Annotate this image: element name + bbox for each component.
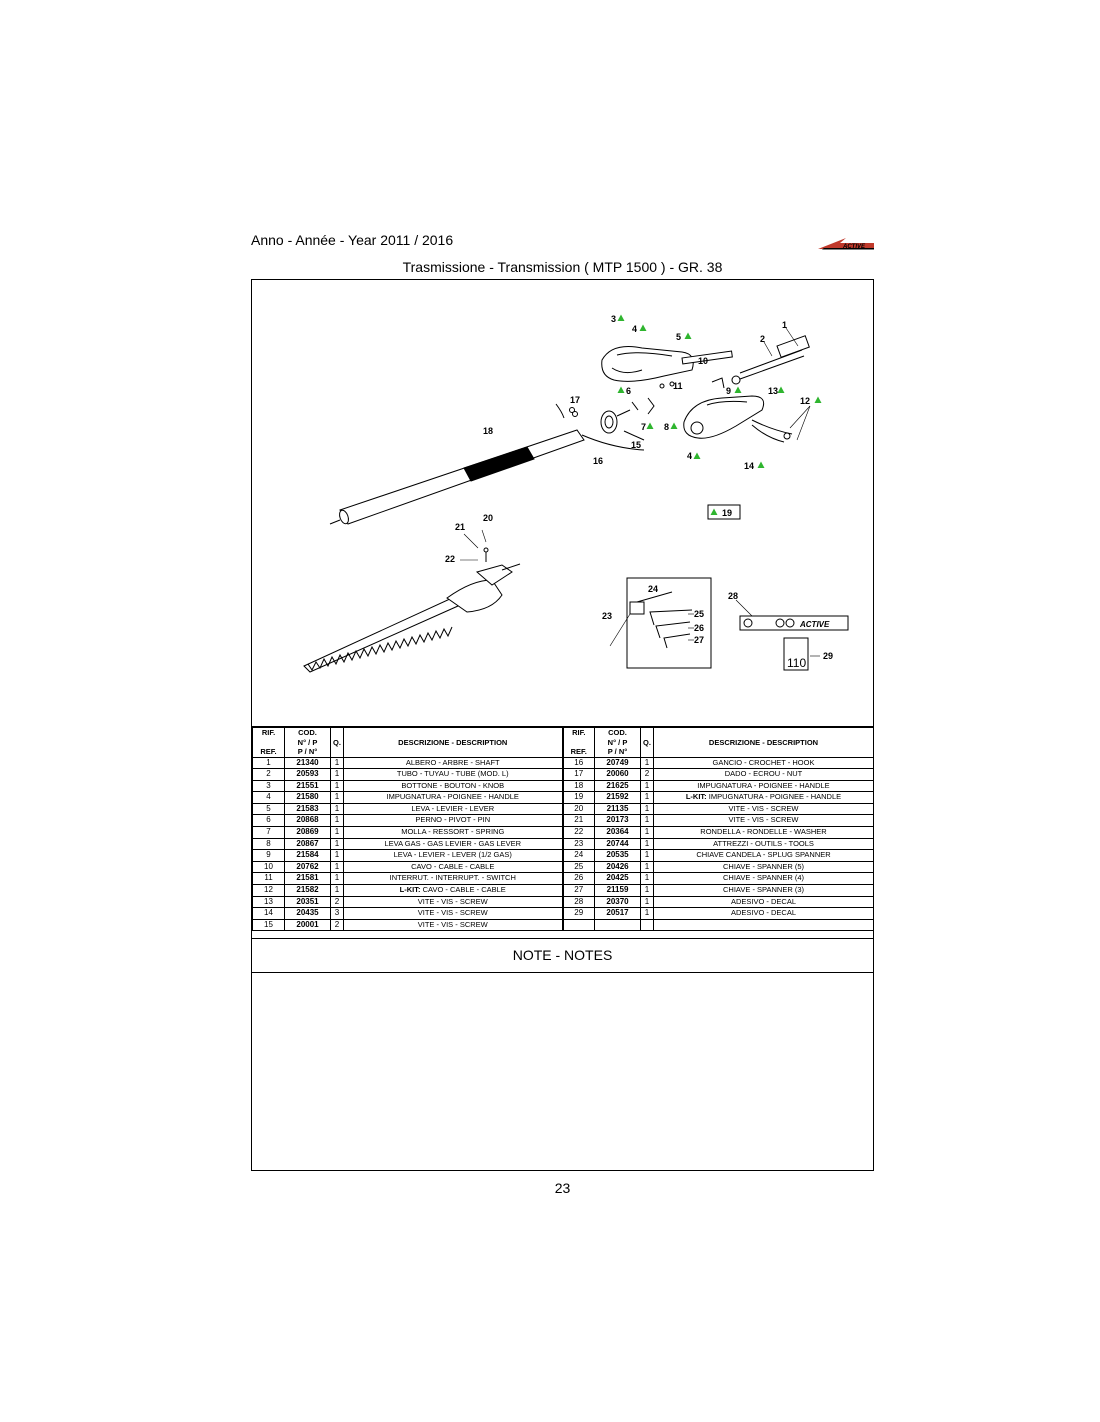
table-row [253, 780, 874, 792]
part-ref: 28 [563, 896, 595, 908]
callout-27: 27 [694, 635, 705, 645]
part-description [654, 838, 874, 850]
part-code: 20370 [595, 896, 641, 908]
part-description [344, 827, 563, 839]
part-qty: 1 [331, 885, 344, 897]
part-code: 20173 [595, 815, 641, 827]
description-text: BOTTONE - BOUTON - KNOB [401, 780, 505, 790]
part-description [654, 792, 874, 804]
part-ref [563, 919, 595, 931]
part-code: 20868 [285, 815, 331, 827]
part-code: 21135 [595, 803, 641, 815]
callout-10: 10 [698, 356, 709, 366]
decal-110-text: 110 [787, 656, 807, 670]
marker-triangle-icon [694, 453, 701, 460]
table-row [253, 908, 874, 920]
part-ref: 29 [563, 908, 595, 920]
description-text: IMPUGNATURA - POIGNEE - HANDLE [706, 792, 842, 802]
decals [740, 616, 848, 670]
callout-2: 2 [760, 334, 766, 344]
part-description [344, 873, 563, 885]
part-qty: 2 [641, 769, 654, 781]
part-qty: 1 [331, 792, 344, 804]
part-ref: 21 [563, 815, 595, 827]
description-text: MOLLA - RESSORT - SPRING [401, 827, 505, 837]
description-text: TUBO - TUYAU - TUBE (MOD. L) [396, 769, 509, 779]
handle-lower [684, 396, 792, 442]
part-ref: 18 [563, 780, 595, 792]
part-ref: 13 [253, 896, 285, 908]
part-qty: 1 [641, 838, 654, 850]
description-text: CAVO - CABLE - CABLE [420, 885, 506, 895]
part-description [344, 850, 563, 862]
part-code: 20869 [285, 827, 331, 839]
callout-4: 4 [632, 324, 638, 334]
marker-triangle-icon [647, 423, 654, 430]
description-text: INTERRUT. - INTERRUPT. - SWITCH [389, 873, 516, 883]
table-row [253, 850, 874, 862]
part-code: 21580 [285, 792, 331, 804]
callout-7: 7 [641, 422, 647, 432]
part-code: 20517 [595, 908, 641, 920]
callout-12: 12 [800, 396, 811, 406]
part-qty: 1 [641, 757, 654, 769]
description-text: LEVA - LEVIER - LEVER (1/2 GAS) [393, 850, 512, 860]
part-ref: 12 [253, 885, 285, 897]
part-ref: 20 [563, 803, 595, 815]
table-row [253, 838, 874, 850]
description-text: VITE - VIS - SCREW [417, 908, 488, 918]
part-code: 20867 [285, 838, 331, 850]
part-ref: 7 [253, 827, 285, 839]
trimmer-head [304, 548, 520, 672]
part-ref: 5 [253, 803, 285, 815]
part-code: 20001 [285, 919, 331, 931]
part-code: 21625 [595, 780, 641, 792]
description-text: PERNO - PIVOT - PIN [415, 815, 491, 825]
part-description [654, 919, 874, 931]
part-qty [641, 919, 654, 931]
part-ref: 22 [563, 827, 595, 839]
part-code: 20593 [285, 769, 331, 781]
callout-17: 17 [570, 395, 581, 405]
marker-triangle-icon [671, 423, 678, 430]
part-description [654, 861, 874, 873]
description-text: GANCIO - CROCHET - HOOK [712, 757, 815, 767]
description-text: LEVA - LEVIER - LEVER [411, 803, 495, 813]
part-code: 20426 [595, 861, 641, 873]
table-row [253, 827, 874, 839]
description-text: ALBERO - ARBRE - SHAFT [405, 757, 500, 767]
description-text: CHIAVE CANDELA - SPLUG SPANNER [696, 850, 831, 860]
part-qty: 1 [331, 838, 344, 850]
exploded-diagram [252, 280, 873, 726]
part-description [344, 896, 563, 908]
marker-triangle-icon [778, 387, 785, 394]
part-description [654, 873, 874, 885]
description-text: IMPUGNATURA - POIGNEE - HANDLE [386, 792, 519, 802]
part-qty: 1 [331, 769, 344, 781]
callout-6: 6 [626, 386, 632, 396]
callout-3: 3 [611, 314, 617, 324]
description-text: CHIAVE - SPANNER (5) [723, 861, 804, 871]
marker-triangle-icon [618, 387, 625, 394]
part-qty: 2 [331, 896, 344, 908]
col-code: COD. N° / P P / N° [595, 727, 641, 757]
description-text: VITE - VIS - SCREW [728, 803, 799, 813]
part-description [654, 885, 874, 897]
part-description [654, 908, 874, 920]
part-qty: 1 [641, 827, 654, 839]
table-row [253, 769, 874, 781]
logo-text: ACTIVE [843, 244, 866, 250]
shaft-tube [330, 430, 584, 525]
part-code: 20762 [285, 861, 331, 873]
part-qty: 1 [331, 827, 344, 839]
parts-table [252, 726, 874, 931]
page-title: Trasmissione - Transmission ( MTP 1500 ) - GR. 38 [402, 259, 723, 275]
description-text: LEVA GAS - GAS LEVIER - GAS LEVER [384, 838, 522, 848]
marker-triangle-icon [685, 333, 692, 340]
part-description [344, 769, 563, 781]
description-text: RONDELLA - RONDELLE - WASHER [700, 827, 827, 837]
part-qty: 1 [641, 803, 654, 815]
marker-triangle-icon [758, 462, 765, 469]
callout-28: 28 [728, 591, 739, 601]
part-qty: 1 [641, 780, 654, 792]
col-ref: RIF. REF. [563, 727, 595, 757]
part-qty: 1 [331, 861, 344, 873]
part-code: 20749 [595, 757, 641, 769]
part-description [654, 827, 874, 839]
page-number: 23 [554, 1180, 571, 1196]
part-ref: 26 [563, 873, 595, 885]
description-text: CHIAVE - SPANNER (3) [723, 885, 804, 895]
part-qty: 3 [331, 908, 344, 920]
part-ref: 6 [253, 815, 285, 827]
callout-29: 29 [823, 651, 834, 661]
part-ref: 19 [563, 792, 595, 804]
table-row [253, 885, 874, 897]
table-header-row [253, 727, 874, 757]
part-qty: 1 [331, 873, 344, 885]
part-code: 20364 [595, 827, 641, 839]
callout-20: 20 [483, 513, 494, 523]
description-text: ADESIVO - DECAL [730, 896, 797, 906]
kit-prefix: L-KIT: [685, 792, 707, 802]
table-row [253, 757, 874, 769]
description-text: ATTREZZI - OUTILS - TOOLS [713, 838, 814, 848]
description-text: VITE - VIS - SCREW [728, 815, 799, 825]
callout-8: 8 [664, 422, 670, 432]
part-qty: 1 [641, 815, 654, 827]
part-qty: 1 [641, 861, 654, 873]
col-code: COD. N° / P P / N° [285, 727, 331, 757]
part-ref: 10 [253, 861, 285, 873]
part-description [654, 769, 874, 781]
part-description [654, 803, 874, 815]
part-ref: 4 [253, 792, 285, 804]
part-code: 21583 [285, 803, 331, 815]
part-ref: 24 [563, 850, 595, 862]
part-description [344, 757, 563, 769]
part-code: 21551 [285, 780, 331, 792]
col-qty: Q. [331, 727, 344, 757]
part-qty: 1 [641, 885, 654, 897]
part-ref: 1 [253, 757, 285, 769]
callout-1: 1 [782, 320, 788, 330]
part-qty: 1 [331, 850, 344, 862]
col-ref: RIF. REF. [253, 727, 285, 757]
part-qty: 1 [331, 803, 344, 815]
part-description [344, 919, 563, 931]
description-text: CHIAVE - SPANNER (4) [723, 873, 804, 883]
decal-logo-text: ACTIVE [800, 620, 830, 629]
part-ref: 15 [253, 919, 285, 931]
table-row [253, 803, 874, 815]
part-code: 21584 [285, 850, 331, 862]
part-description [654, 757, 874, 769]
description-text: DADO - ECROU - NUT [724, 769, 803, 779]
marker-triangle-icon [815, 397, 822, 404]
description-text: VITE - VIS - SCREW [417, 896, 488, 906]
table-row [253, 861, 874, 873]
part-code: 20744 [595, 838, 641, 850]
part-description [344, 861, 563, 873]
part-ref: 3 [253, 780, 285, 792]
part-description [654, 850, 874, 862]
part-ref: 9 [253, 850, 285, 862]
description-text: ADESIVO - DECAL [730, 908, 797, 918]
callout-26: 26 [694, 623, 705, 633]
part-description [344, 815, 563, 827]
part-qty: 1 [641, 850, 654, 862]
part-description [654, 815, 874, 827]
kit-prefix: L-KIT: [399, 885, 421, 895]
part-description [344, 885, 563, 897]
callout-22: 22 [445, 554, 456, 564]
table-row [253, 815, 874, 827]
callout-24: 24 [648, 584, 659, 594]
description-text: CAVO - CABLE - CABLE [411, 861, 495, 871]
marker-triangle-icon [735, 387, 742, 394]
part-description [344, 803, 563, 815]
part-qty: 1 [331, 815, 344, 827]
callout-5: 5 [676, 332, 682, 342]
callout-21: 21 [455, 522, 466, 532]
table-row [253, 792, 874, 804]
callout-19: 19 [722, 508, 733, 518]
parts-sheet [251, 279, 874, 1171]
table-row [253, 919, 874, 931]
part-code: 21340 [285, 757, 331, 769]
col-description: DESCRIZIONE - DESCRIPTION [344, 727, 563, 757]
part-qty: 1 [331, 780, 344, 792]
part-code: 21581 [285, 873, 331, 885]
marker-triangle-icon [640, 325, 647, 332]
callout-13: 13 [768, 386, 779, 396]
table-row [253, 873, 874, 885]
part-code: 20435 [285, 908, 331, 920]
part-code: 20535 [595, 850, 641, 862]
part-description [344, 838, 563, 850]
description-text: IMPUGNATURA - POIGNEE - HANDLE [697, 780, 830, 790]
part-qty: 1 [641, 896, 654, 908]
part-qty: 1 [641, 792, 654, 804]
part-ref: 11 [253, 873, 285, 885]
part-description [344, 780, 563, 792]
part-ref: 27 [563, 885, 595, 897]
callout-23: 23 [602, 611, 613, 621]
part-qty: 1 [641, 908, 654, 920]
marker-triangle-icon [618, 315, 625, 322]
part-ref: 2 [253, 769, 285, 781]
part-ref: 17 [563, 769, 595, 781]
part-description [654, 896, 874, 908]
part-code: 20060 [595, 769, 641, 781]
part-code: 20425 [595, 873, 641, 885]
description-text: VITE - VIS - SCREW [417, 919, 488, 929]
callout-18: 18 [483, 426, 494, 436]
notes-title: NOTE - NOTES [252, 938, 873, 973]
table-row [253, 896, 874, 908]
part-description [654, 780, 874, 792]
part-qty: 2 [331, 919, 344, 931]
part-description [344, 792, 563, 804]
active-logo [816, 236, 876, 252]
part-code: 21582 [285, 885, 331, 897]
callout-14: 14 [744, 461, 755, 471]
callout-16: 16 [593, 456, 604, 466]
callout-11: 11 [673, 381, 683, 391]
part-qty: 1 [331, 757, 344, 769]
part-description [344, 908, 563, 920]
part-code [595, 919, 641, 931]
part-ref: 16 [563, 757, 595, 769]
part-ref: 14 [253, 908, 285, 920]
part-ref: 25 [563, 861, 595, 873]
year-label: Anno - Année - Year 2011 / 2016 [251, 232, 454, 248]
col-qty: Q. [641, 727, 654, 757]
callout-9: 9 [726, 386, 732, 396]
part-code: 20351 [285, 896, 331, 908]
callout-25: 25 [694, 609, 705, 619]
part-ref: 8 [253, 838, 285, 850]
part-ref: 23 [563, 838, 595, 850]
callout-15: 15 [631, 440, 642, 450]
part-code: 21592 [595, 792, 641, 804]
part-qty: 1 [641, 873, 654, 885]
callout-4-lower: 4 [687, 451, 693, 461]
col-description: DESCRIZIONE - DESCRIPTION [654, 727, 874, 757]
part-code: 21159 [595, 885, 641, 897]
